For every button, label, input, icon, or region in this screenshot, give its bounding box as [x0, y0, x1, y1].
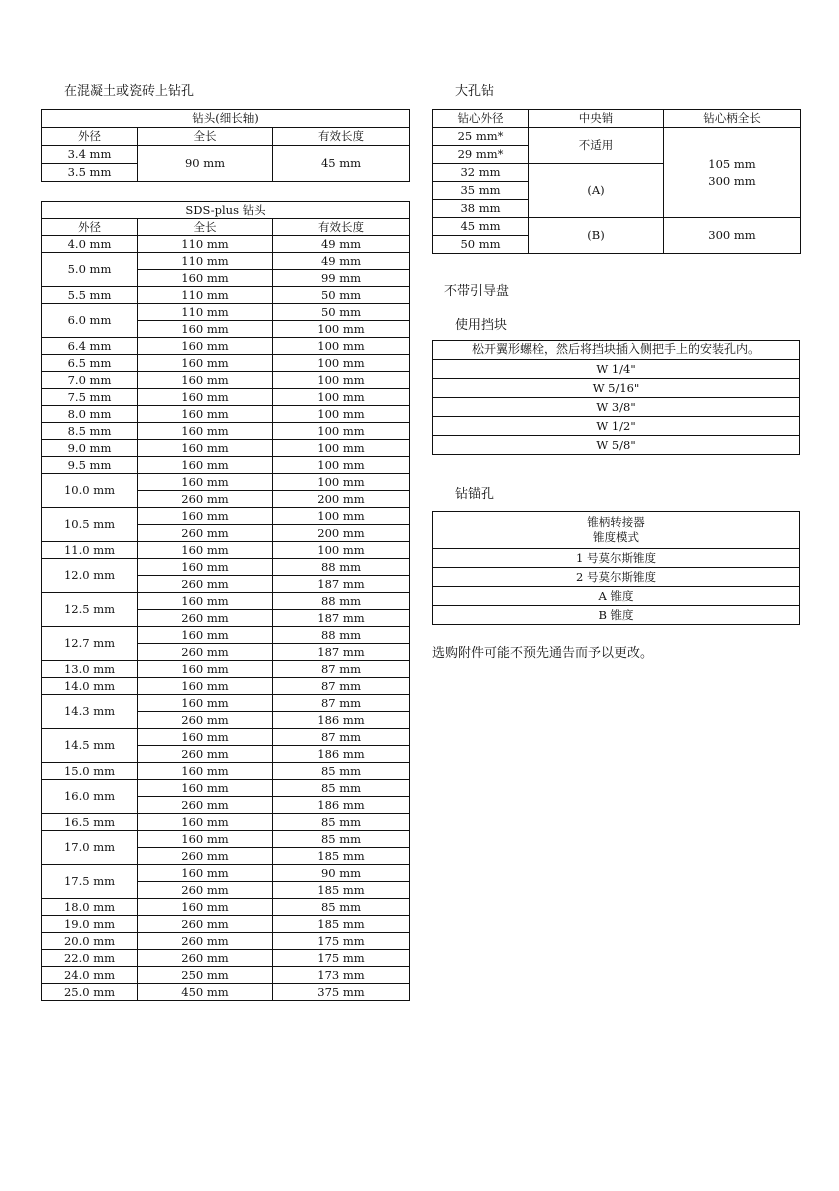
table-cell: 7.5 mm: [42, 389, 138, 406]
table-cell: 160 mm: [138, 406, 273, 423]
table-cell: 25 mm*: [433, 128, 529, 146]
table-cell: 4.0 mm: [42, 236, 138, 253]
table-row: [42, 899, 410, 916]
table-cell: 300 mm: [664, 218, 801, 254]
table-cell: [664, 128, 801, 218]
table-cell: 6.4 mm: [42, 338, 138, 355]
table-cell: 160 mm: [138, 474, 273, 491]
table-cell: 100 mm: [273, 338, 410, 355]
table-cell: 186 mm: [273, 797, 410, 814]
table-cell: 49 mm: [273, 236, 410, 253]
table-row: [433, 606, 800, 625]
table-cell: 87 mm: [273, 661, 410, 678]
section-heading-anchor: 钻锚孔: [455, 487, 495, 502]
table-cell: 160 mm: [138, 440, 273, 457]
table-cell: 160 mm: [138, 559, 273, 576]
footnote: 选购附件可能不预先通告而予以更改。: [432, 646, 654, 661]
table-cell: 14.3 mm: [42, 695, 138, 729]
table-cell: 187 mm: [273, 610, 410, 627]
table-cell: 187 mm: [273, 576, 410, 593]
column-header: 外径: [42, 128, 138, 146]
table-cell: W 1/4": [433, 360, 800, 379]
table-cell: 160 mm: [138, 627, 273, 644]
table-cell: 13.0 mm: [42, 661, 138, 678]
table-cell: 110 mm: [138, 253, 273, 270]
table-cell: 160 mm: [138, 661, 273, 678]
table-title-row: [42, 202, 410, 219]
table-cell: 260 mm: [138, 882, 273, 899]
table-cell: 100 mm: [273, 372, 410, 389]
table-cell: 88 mm: [273, 627, 410, 644]
table-row: [42, 814, 410, 831]
table-row: [42, 542, 410, 559]
table-cell: 88 mm: [273, 593, 410, 610]
table-cell: 35 mm: [433, 182, 529, 200]
table-cell: 50 mm: [433, 236, 529, 254]
section-heading-concrete: 在混凝土或瓷砖上钻孔: [64, 84, 195, 99]
sds-plus-bit-table: [41, 201, 410, 1001]
table-row: [42, 389, 410, 406]
table-cell: 10.5 mm: [42, 508, 138, 542]
table-cell: 260 mm: [138, 933, 273, 950]
table-cell: 160 mm: [138, 814, 273, 831]
table-row: [42, 474, 410, 491]
table-cell: 160 mm: [138, 423, 273, 440]
table-row: [42, 508, 410, 525]
table-cell: 6.0 mm: [42, 304, 138, 338]
table-cell: 160 mm: [138, 321, 273, 338]
table-row: [42, 423, 410, 440]
table-row: [42, 916, 410, 933]
table-cell: 260 mm: [138, 848, 273, 865]
table-row: [42, 440, 410, 457]
table-cell: 185 mm: [273, 916, 410, 933]
table-cell: 100 mm: [273, 321, 410, 338]
table-cell: 200 mm: [273, 491, 410, 508]
table-cell: 14.5 mm: [42, 729, 138, 763]
table-row: [42, 865, 410, 882]
table-row: [42, 355, 410, 372]
table-row: [42, 831, 410, 848]
table-row: [42, 146, 410, 164]
table-cell: 100 mm: [273, 355, 410, 372]
table-cell: 100 mm: [273, 508, 410, 525]
table-cell: 16.5 mm: [42, 814, 138, 831]
table-row: [433, 398, 800, 417]
table-cell: 160 mm: [138, 865, 273, 882]
table-cell: 45 mm: [273, 146, 410, 182]
table-cell: 87 mm: [273, 729, 410, 746]
table-cell: 9.5 mm: [42, 457, 138, 474]
table-cell: 8.5 mm: [42, 423, 138, 440]
table-cell: 450 mm: [138, 984, 273, 1001]
table-cell: 260 mm: [138, 950, 273, 967]
table-row: [42, 933, 410, 950]
table-row: [42, 593, 410, 610]
table-cell: 160 mm: [138, 831, 273, 848]
table-cell: 160 mm: [138, 542, 273, 559]
table-row: [42, 763, 410, 780]
table-header: [433, 512, 800, 549]
table-header-row: [433, 512, 800, 549]
table-cell: 10.0 mm: [42, 474, 138, 508]
no-guide-plate-note: 不带引导盘: [444, 284, 510, 299]
table-cell: 160 mm: [138, 389, 273, 406]
table-cell: 100 mm: [273, 389, 410, 406]
table-row: [433, 379, 800, 398]
table-cell: 100 mm: [273, 406, 410, 423]
column-header: 全长: [138, 128, 273, 146]
table-cell: A 锥度: [433, 587, 800, 606]
table-row: [433, 568, 800, 587]
table-cell: 3.4 mm: [42, 146, 138, 164]
table-cell: 160 mm: [138, 270, 273, 287]
table-cell: 160 mm: [138, 593, 273, 610]
table-cell: 19.0 mm: [42, 916, 138, 933]
table-cell: 100 mm: [273, 423, 410, 440]
table-cell: 20.0 mm: [42, 933, 138, 950]
table-row: [42, 695, 410, 712]
table-cell: 173 mm: [273, 967, 410, 984]
table-cell: 260 mm: [138, 491, 273, 508]
table-cell: W 5/8": [433, 436, 800, 455]
table-cell: 260 mm: [138, 525, 273, 542]
table-cell: 187 mm: [273, 644, 410, 661]
table-row: [42, 729, 410, 746]
column-header: 全长: [138, 219, 273, 236]
table-cell: 110 mm: [138, 236, 273, 253]
table-title: 钻头(细长轴): [42, 110, 410, 128]
table-cell: 110 mm: [138, 304, 273, 321]
table-cell: 85 mm: [273, 780, 410, 797]
table-cell: 260 mm: [138, 797, 273, 814]
table-cell: (B): [529, 218, 664, 254]
table-header-row: [433, 110, 801, 128]
table-cell: 12.0 mm: [42, 559, 138, 593]
table-cell: 11.0 mm: [42, 542, 138, 559]
table-row: [433, 218, 801, 236]
table-cell: 260 mm: [138, 712, 273, 729]
header-line: 锥度模式: [593, 530, 639, 544]
table-row: [433, 360, 800, 379]
table-cell: 160 mm: [138, 678, 273, 695]
table-cell: (A): [529, 164, 664, 218]
column-header: 有效长度: [273, 219, 410, 236]
table-cell: 200 mm: [273, 525, 410, 542]
table-cell: 12.7 mm: [42, 627, 138, 661]
table-cell: 5.0 mm: [42, 253, 138, 287]
table-row: [42, 661, 410, 678]
table-cell: 160 mm: [138, 457, 273, 474]
table-cell: 185 mm: [273, 848, 410, 865]
table-cell: 100 mm: [273, 542, 410, 559]
table-row: [433, 436, 800, 455]
table-cell: 12.5 mm: [42, 593, 138, 627]
table-cell: 260 mm: [138, 746, 273, 763]
table-cell: 17.0 mm: [42, 831, 138, 865]
table-cell: 1 号莫尔斯锥度: [433, 549, 800, 568]
table-row: [42, 372, 410, 389]
table-row: [42, 559, 410, 576]
table-cell: 85 mm: [273, 831, 410, 848]
column-header: 钻心柄全长: [664, 110, 801, 128]
table-cell: 100 mm: [273, 474, 410, 491]
table-cell: 85 mm: [273, 899, 410, 916]
table-row: [42, 253, 410, 270]
table-row: [42, 304, 410, 321]
column-header: 外径: [42, 219, 138, 236]
table-row: [42, 950, 410, 967]
table-cell: 22.0 mm: [42, 950, 138, 967]
table-cell: 8.0 mm: [42, 406, 138, 423]
table-cell: 85 mm: [273, 814, 410, 831]
table-cell: 160 mm: [138, 729, 273, 746]
table-header-row: [42, 128, 410, 146]
table-header-row: [42, 219, 410, 236]
table-cell: 87 mm: [273, 678, 410, 695]
column-header: 钻心外径: [433, 110, 529, 128]
table-row: [42, 984, 410, 1001]
table-cell: 25.0 mm: [42, 984, 138, 1001]
table-cell: 90 mm: [273, 865, 410, 882]
table-header-row: [433, 341, 800, 360]
table-row: [42, 236, 410, 253]
table-cell: 160 mm: [138, 763, 273, 780]
table-cell: 160 mm: [138, 695, 273, 712]
table-row: [42, 780, 410, 797]
section-heading-stopper: 使用挡块: [455, 318, 508, 333]
table-cell: 3.5 mm: [42, 164, 138, 182]
table-cell: 100 mm: [273, 440, 410, 457]
table-cell: 185 mm: [273, 882, 410, 899]
header-line: 锥柄转接器: [587, 515, 645, 530]
table-cell: 18.0 mm: [42, 899, 138, 916]
table-cell: 260 mm: [138, 916, 273, 933]
table-cell: 29 mm*: [433, 146, 529, 164]
table-cell: 260 mm: [138, 610, 273, 627]
table-cell: 160 mm: [138, 508, 273, 525]
section-heading-core-bit: 大孔钻: [455, 84, 495, 99]
slim-shank-bit-table: [41, 109, 410, 182]
table-cell: 5.5 mm: [42, 287, 138, 304]
table-cell: 7.0 mm: [42, 372, 138, 389]
table-cell: 17.5 mm: [42, 865, 138, 899]
table-cell: W 5/16": [433, 379, 800, 398]
table-row: [42, 627, 410, 644]
table-row: [42, 338, 410, 355]
table-title-row: [42, 110, 410, 128]
table-header: 松开翼形螺栓，然后将挡块插入侧把手上的安装孔内。: [433, 341, 800, 360]
core-bit-table: [432, 109, 801, 254]
table-cell: 88 mm: [273, 559, 410, 576]
table-cell: 38 mm: [433, 200, 529, 218]
table-cell: 160 mm: [138, 780, 273, 797]
table-cell: 6.5 mm: [42, 355, 138, 372]
table-cell: 160 mm: [138, 899, 273, 916]
table-cell: 50 mm: [273, 287, 410, 304]
table-cell: 2 号莫尔斯锥度: [433, 568, 800, 587]
table-cell: 175 mm: [273, 933, 410, 950]
table-cell: 50 mm: [273, 304, 410, 321]
table-row: [42, 406, 410, 423]
table-row: [42, 967, 410, 984]
table-cell: 85 mm: [273, 763, 410, 780]
table-cell: 186 mm: [273, 746, 410, 763]
table-cell: 45 mm: [433, 218, 529, 236]
table-cell: 186 mm: [273, 712, 410, 729]
table-cell: 14.0 mm: [42, 678, 138, 695]
table-row: [433, 587, 800, 606]
table-row: [42, 457, 410, 474]
table-cell: 175 mm: [273, 950, 410, 967]
table-cell: 9.0 mm: [42, 440, 138, 457]
taper-adapter-table: [432, 511, 800, 625]
table-cell: 16.0 mm: [42, 780, 138, 814]
column-header: 有效长度: [273, 128, 410, 146]
shank-length: 300 mm: [708, 173, 756, 188]
stopper-table: [432, 340, 800, 455]
table-cell: 100 mm: [273, 457, 410, 474]
table-cell: 375 mm: [273, 984, 410, 1001]
table-cell: B 锥度: [433, 606, 800, 625]
table-cell: 260 mm: [138, 576, 273, 593]
table-row: [42, 678, 410, 695]
table-cell: 87 mm: [273, 695, 410, 712]
table-cell: 160 mm: [138, 355, 273, 372]
table-cell: 32 mm: [433, 164, 529, 182]
table-row: [433, 128, 801, 146]
table-cell: 15.0 mm: [42, 763, 138, 780]
table-cell: 90 mm: [138, 146, 273, 182]
table-row: [42, 287, 410, 304]
table-cell: W 3/8": [433, 398, 800, 417]
table-row: [433, 417, 800, 436]
table-cell: 49 mm: [273, 253, 410, 270]
table-cell: 260 mm: [138, 644, 273, 661]
table-cell: W 1/2": [433, 417, 800, 436]
table-cell: 160 mm: [138, 372, 273, 389]
table-cell: 不适用: [529, 128, 664, 164]
table-row: [433, 549, 800, 568]
table-cell: 110 mm: [138, 287, 273, 304]
table-cell: 99 mm: [273, 270, 410, 287]
table-cell: 24.0 mm: [42, 967, 138, 984]
table-cell: 160 mm: [138, 338, 273, 355]
column-header: 中央销: [529, 110, 664, 128]
table-cell: 250 mm: [138, 967, 273, 984]
table-title: SDS-plus 钻头: [42, 202, 410, 219]
shank-length: 105 mm: [708, 156, 756, 171]
